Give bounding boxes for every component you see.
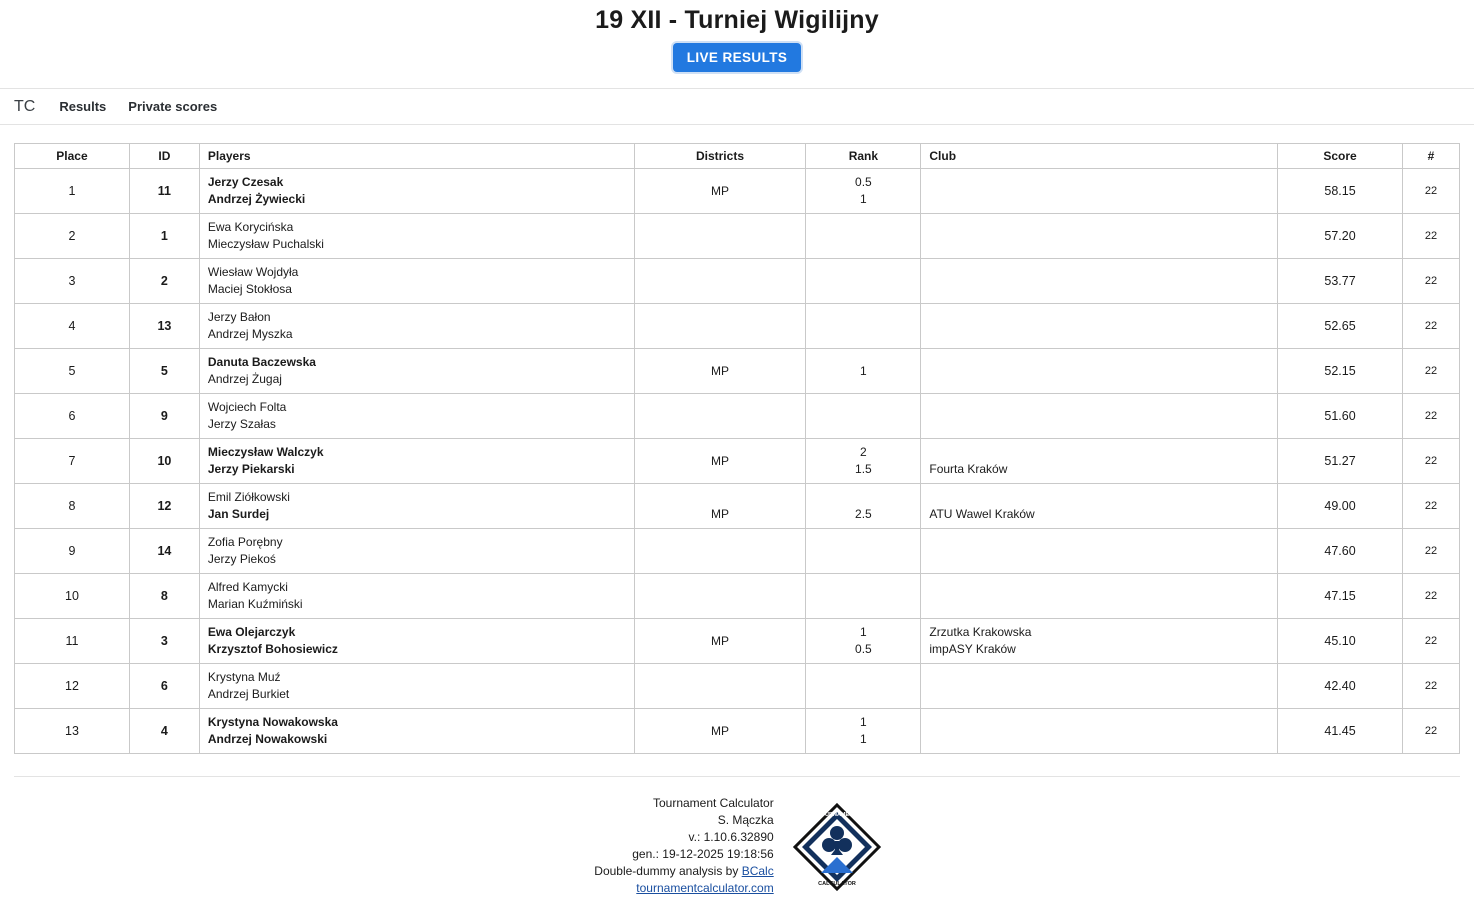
cell-rank	[806, 619, 921, 664]
table-row[interactable]	[15, 349, 1460, 394]
cell-players	[199, 394, 634, 439]
column-header-rank[interactable]: Rank	[806, 144, 921, 169]
district-1: MP	[710, 453, 729, 468]
cell-hash: 22	[1403, 529, 1460, 574]
cell-districts	[634, 484, 806, 529]
cell-club	[921, 484, 1278, 529]
club-1	[929, 363, 1269, 380]
cell-hash: 22	[1403, 664, 1460, 709]
cell-hash: 22	[1403, 259, 1460, 304]
player-name-1: Jerzy Bałon	[207, 310, 271, 324]
cell-club	[921, 259, 1278, 304]
rank-2: 1	[860, 192, 867, 206]
nav-link-private-scores[interactable]: Private scores	[128, 99, 218, 114]
cell-club	[921, 664, 1278, 709]
cell-place: 3	[15, 259, 130, 304]
cell-place: 9	[15, 529, 130, 574]
rank-1: 1	[860, 363, 867, 378]
cell-score: 47.60	[1278, 529, 1403, 574]
column-header-score[interactable]: Score	[1278, 144, 1403, 169]
cell-club	[921, 349, 1278, 394]
cell-districts	[634, 214, 806, 259]
cell-score: 51.60	[1278, 394, 1403, 439]
club-1	[929, 273, 1269, 290]
column-header-place[interactable]: Place	[15, 144, 130, 169]
cell-club	[921, 169, 1278, 214]
cell-club	[921, 619, 1278, 664]
cell-rank	[806, 169, 921, 214]
footer-author: S. Mączka	[717, 813, 774, 827]
results-table-container	[0, 125, 1474, 754]
column-header-club[interactable]: Club	[921, 144, 1278, 169]
column-header-id[interactable]: ID	[129, 144, 199, 169]
cell-score: 52.65	[1278, 304, 1403, 349]
district-1	[636, 273, 805, 290]
cell-score: 47.15	[1278, 574, 1403, 619]
rank-1: 2	[860, 445, 867, 459]
table-row[interactable]	[15, 574, 1460, 619]
cell-place: 7	[15, 439, 130, 484]
player-name-2: Andrzej Myszka	[207, 327, 293, 341]
player-name-2: Mieczysław Puchalski	[207, 237, 324, 251]
cell-rank	[806, 349, 921, 394]
district-1	[636, 228, 805, 245]
column-header-players[interactable]: Players	[199, 144, 634, 169]
cell-players	[199, 709, 634, 754]
club-1	[929, 228, 1269, 245]
table-row[interactable]	[15, 709, 1460, 754]
district-1	[636, 318, 805, 335]
district-1: MP	[710, 363, 729, 378]
column-header-hash[interactable]: #	[1403, 144, 1460, 169]
club-1: Zrzutka Krakowska	[929, 625, 1032, 639]
cell-rank	[806, 664, 921, 709]
rank-1	[807, 408, 919, 425]
player-name-2: Andrzej Nowakowski	[207, 732, 328, 746]
table-row[interactable]	[15, 304, 1460, 349]
footer	[0, 795, 1474, 897]
brand-logo[interactable]: TC	[14, 97, 36, 115]
footer-app-name: Tournament Calculator	[652, 796, 774, 810]
rank-1	[807, 228, 919, 245]
player-name-1: Wiesław Wojdyła	[207, 265, 299, 279]
footer-site-line	[594, 880, 773, 897]
cell-id: 9	[129, 394, 199, 439]
club-1	[929, 543, 1269, 560]
cell-players	[199, 169, 634, 214]
bcalc-link[interactable]: BCalc	[741, 864, 774, 878]
cell-districts	[634, 619, 806, 664]
results-table	[14, 143, 1460, 754]
rank-2: 0.5	[855, 642, 872, 656]
cell-hash: 22	[1403, 619, 1460, 664]
club-2: impASY Kraków	[929, 642, 1016, 656]
cell-club	[921, 304, 1278, 349]
player-name-1: Wojciech Folta	[207, 400, 287, 414]
cell-place: 2	[15, 214, 130, 259]
rank-2: 2.5	[855, 507, 872, 521]
cell-rank	[806, 529, 921, 574]
table-row[interactable]	[15, 169, 1460, 214]
player-name-2: Maciej Stokłosa	[207, 282, 292, 296]
player-name-1: Danuta Baczewska	[207, 355, 316, 369]
cell-id: 3	[129, 619, 199, 664]
player-name-1: Jerzy Czesak	[207, 175, 284, 189]
club-1	[929, 723, 1269, 740]
district-1	[636, 408, 805, 425]
cell-hash: 22	[1403, 439, 1460, 484]
cell-districts	[634, 304, 806, 349]
cell-id: 8	[129, 574, 199, 619]
cell-rank	[806, 394, 921, 439]
cell-id: 2	[129, 259, 199, 304]
rank-1	[807, 273, 919, 290]
rank-1	[807, 318, 919, 335]
cell-districts	[634, 349, 806, 394]
cell-hash: 22	[1403, 169, 1460, 214]
club-1	[929, 444, 1269, 461]
rank-1	[807, 543, 919, 560]
cell-hash: 22	[1403, 214, 1460, 259]
district-1	[636, 543, 805, 560]
district-1	[636, 678, 805, 695]
cell-players	[199, 574, 634, 619]
cell-club	[921, 529, 1278, 574]
footer-analysis-prefix: Double-dummy analysis by	[594, 864, 742, 878]
district-1	[636, 588, 805, 605]
cell-hash: 22	[1403, 349, 1460, 394]
cell-place: 8	[15, 484, 130, 529]
cell-rank	[806, 259, 921, 304]
cell-hash: 22	[1403, 394, 1460, 439]
cell-hash: 22	[1403, 484, 1460, 529]
cell-players	[199, 529, 634, 574]
cell-players	[199, 304, 634, 349]
cell-place: 5	[15, 349, 130, 394]
table-row[interactable]	[15, 484, 1460, 529]
club-1	[929, 183, 1269, 200]
cell-id: 13	[129, 304, 199, 349]
cell-rank	[806, 214, 921, 259]
player-name-1: Zofia Porębny	[207, 535, 283, 549]
table-row[interactable]	[15, 439, 1460, 484]
rank-1	[807, 678, 919, 695]
page-title: 19 XII - Turniej Wigilijny	[595, 6, 879, 34]
nav-link-results[interactable]: Results	[59, 99, 107, 114]
cell-rank	[806, 484, 921, 529]
district-1: MP	[710, 723, 729, 738]
cell-districts	[634, 529, 806, 574]
cell-players	[199, 664, 634, 709]
footer-text-block	[594, 795, 773, 897]
cell-hash: 22	[1403, 709, 1460, 754]
district-1: MP	[710, 183, 729, 198]
cell-club	[921, 214, 1278, 259]
player-name-1: Alfred Kamycki	[207, 580, 288, 594]
player-name-2: Jerzy Szałas	[207, 417, 276, 431]
results-table-head	[15, 144, 1460, 169]
cell-place: 4	[15, 304, 130, 349]
cell-score: 49.00	[1278, 484, 1403, 529]
club-1	[929, 408, 1269, 425]
club-2: Fourta Kraków	[929, 462, 1008, 476]
footer-analysis-line	[594, 863, 773, 880]
cell-place: 11	[15, 619, 130, 664]
cell-districts	[634, 394, 806, 439]
player-name-2: Krzysztof Bohosiewicz	[207, 642, 338, 656]
table-row[interactable]	[15, 529, 1460, 574]
rank-1	[807, 588, 919, 605]
cell-place: 6	[15, 394, 130, 439]
club-1	[929, 489, 1269, 506]
cell-id: 12	[129, 484, 199, 529]
svg-text:TOURNAMENT: TOURNAMENT	[817, 812, 857, 818]
cell-hash: 22	[1403, 304, 1460, 349]
tournament-calculator-logo-icon	[792, 802, 880, 890]
player-name-1: Ewa Korycińska	[207, 220, 294, 234]
table-header-row	[15, 144, 1460, 169]
cell-districts	[634, 259, 806, 304]
cell-players	[199, 214, 634, 259]
player-name-2: Marian Kuźmiński	[207, 597, 303, 611]
footer-divider	[14, 776, 1460, 777]
cell-place: 1	[15, 169, 130, 214]
footer-generated: gen.: 19-12-2025 19:18:56	[632, 847, 774, 861]
cell-players	[199, 259, 634, 304]
cell-players	[199, 349, 634, 394]
cell-club	[921, 394, 1278, 439]
player-name-2: Jerzy Piekarski	[207, 462, 295, 476]
footer-version: v.: 1.10.6.32890	[688, 830, 774, 844]
player-name-2: Andrzej Burkiet	[207, 687, 290, 701]
cell-score: 41.45	[1278, 709, 1403, 754]
table-row[interactable]	[15, 619, 1460, 664]
cell-place: 13	[15, 709, 130, 754]
player-name-1: Emil Ziółkowski	[207, 490, 290, 504]
cell-score: 52.15	[1278, 349, 1403, 394]
live-results-container	[0, 43, 1474, 72]
cell-id: 6	[129, 664, 199, 709]
cell-players	[199, 439, 634, 484]
rank-1	[807, 489, 919, 506]
club-1	[929, 678, 1269, 695]
cell-id: 1	[129, 214, 199, 259]
cell-id: 5	[129, 349, 199, 394]
cell-id: 10	[129, 439, 199, 484]
cell-place: 12	[15, 664, 130, 709]
live-results-badge[interactable]: LIVE RESULTS	[673, 43, 802, 72]
cell-score: 58.15	[1278, 169, 1403, 214]
results-table-body	[15, 169, 1460, 754]
navbar	[0, 88, 1474, 125]
player-name-1: Krystyna Muź	[207, 670, 281, 684]
cell-rank	[806, 439, 921, 484]
player-name-2: Jan Surdej	[207, 507, 270, 521]
cell-score: 42.40	[1278, 664, 1403, 709]
cell-id: 11	[129, 169, 199, 214]
cell-club	[921, 709, 1278, 754]
cell-districts	[634, 709, 806, 754]
cell-rank	[806, 709, 921, 754]
cell-place: 10	[15, 574, 130, 619]
district-2: MP	[710, 507, 729, 521]
player-name-1: Krystyna Nowakowska	[207, 715, 338, 729]
svg-text:CALCULATOR: CALCULATOR	[817, 881, 856, 887]
table-row[interactable]	[15, 259, 1460, 304]
rank-2: 1	[860, 732, 867, 746]
cell-club	[921, 439, 1278, 484]
cell-score: 45.10	[1278, 619, 1403, 664]
cell-club	[921, 574, 1278, 619]
cell-score: 57.20	[1278, 214, 1403, 259]
cell-districts	[634, 439, 806, 484]
table-row[interactable]	[15, 394, 1460, 439]
cell-rank	[806, 574, 921, 619]
cell-score: 53.77	[1278, 259, 1403, 304]
table-row[interactable]	[15, 214, 1460, 259]
player-name-2: Jerzy Piekoś	[207, 552, 276, 566]
cell-score: 51.27	[1278, 439, 1403, 484]
rank-1: 0.5	[855, 175, 872, 189]
rank-1: 1	[860, 715, 867, 729]
player-name-2: Andrzej Żywiecki	[207, 192, 306, 206]
tournamentcalculator-link[interactable]: tournamentcalculator.com	[636, 881, 774, 895]
player-name-1: Mieczysław Walczyk	[207, 445, 324, 459]
club-1	[929, 318, 1269, 335]
club-2: ATU Wawel Kraków	[929, 507, 1035, 521]
cell-players	[199, 619, 634, 664]
table-row[interactable]	[15, 664, 1460, 709]
cell-hash: 22	[1403, 574, 1460, 619]
cell-players	[199, 484, 634, 529]
district-1: MP	[710, 633, 729, 648]
player-name-2: Andrzej Żugaj	[207, 372, 282, 386]
column-header-districts[interactable]: Districts	[634, 144, 806, 169]
district-1	[636, 489, 805, 506]
cell-id: 14	[129, 529, 199, 574]
cell-id: 4	[129, 709, 199, 754]
cell-rank	[806, 304, 921, 349]
cell-districts	[634, 169, 806, 214]
club-1	[929, 588, 1269, 605]
player-name-1: Ewa Olejarczyk	[207, 625, 296, 639]
cell-districts	[634, 664, 806, 709]
cell-districts	[634, 574, 806, 619]
rank-2: 1.5	[855, 462, 872, 476]
rank-1: 1	[860, 625, 867, 639]
